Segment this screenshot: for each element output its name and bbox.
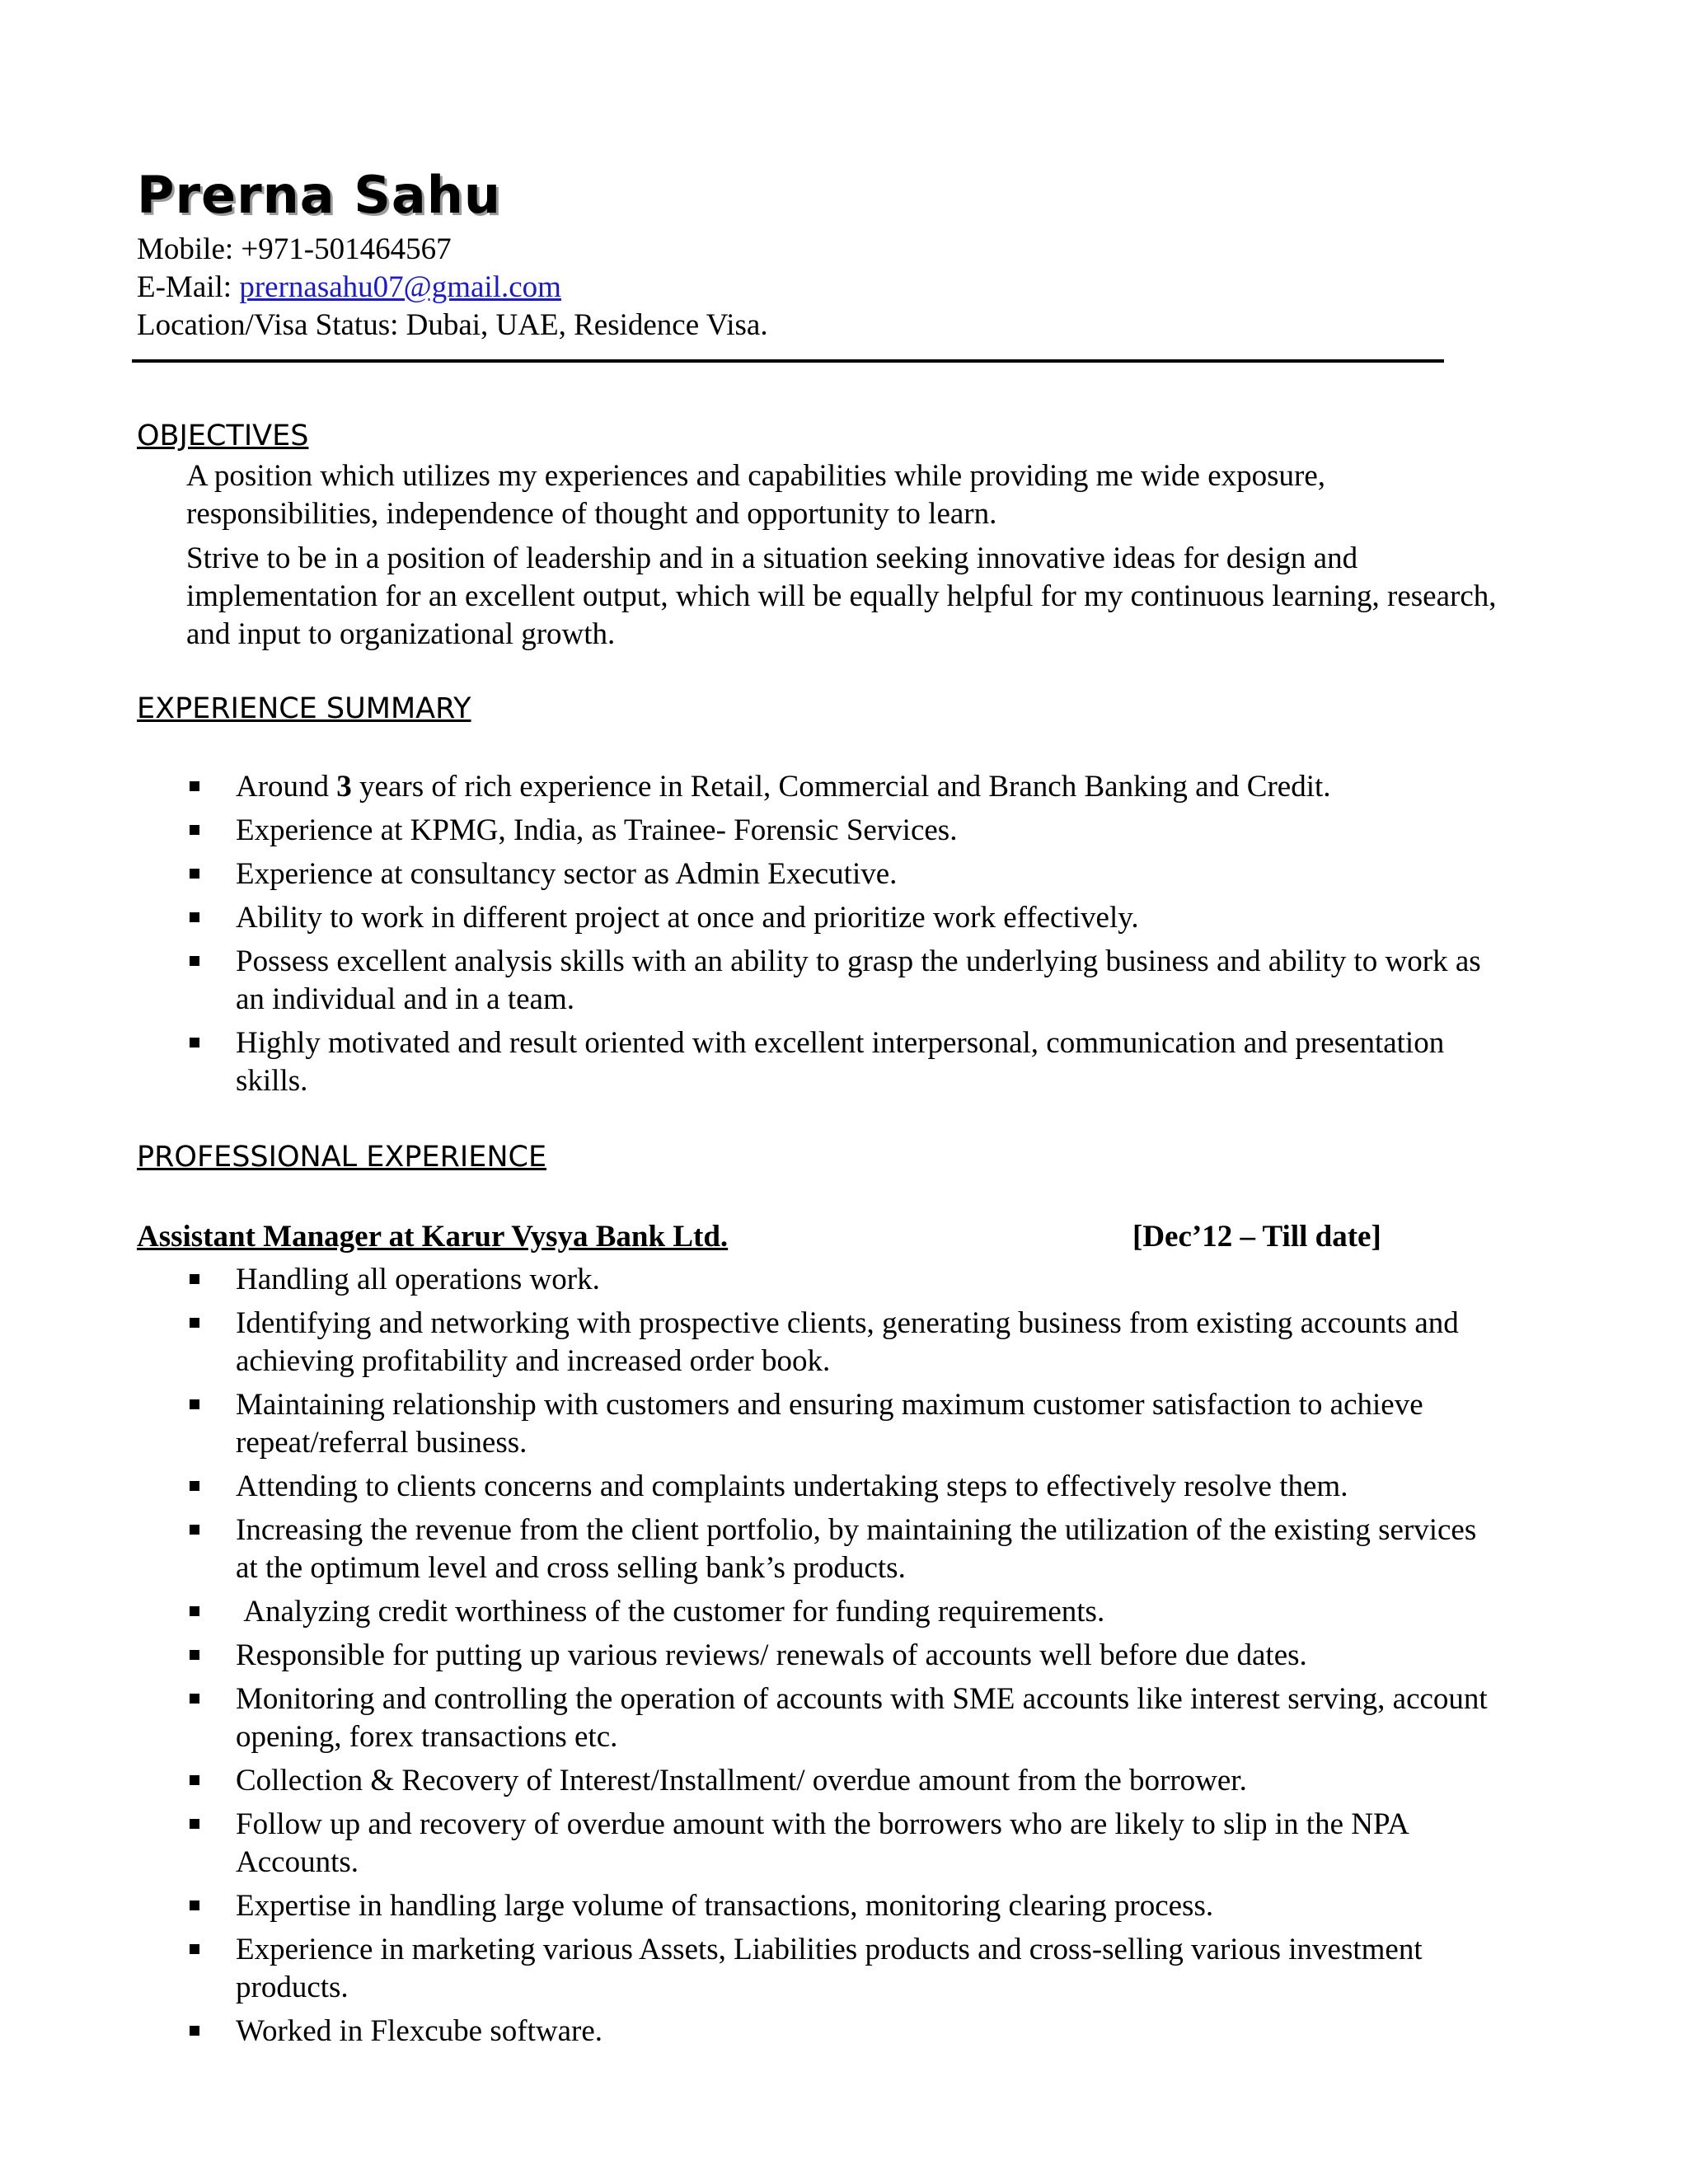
list-item <box>186 1931 1505 2007</box>
square-bullet-icon <box>190 825 199 835</box>
square-bullet-icon <box>190 781 199 791</box>
job-item-text: Increasing the revenue from the client portfolio, by maintaining the utilization of the existing services at the optimum level and cross selling bank’s products. <box>236 1513 1477 1585</box>
square-bullet-icon <box>190 1944 199 1954</box>
list-item <box>186 1806 1505 1882</box>
job-item-text: Analyzing credit worthiness of the customer for funding requirements. <box>236 1595 1105 1629</box>
list-item <box>186 1511 1505 1587</box>
square-bullet-icon <box>190 1525 199 1535</box>
email-line <box>137 269 768 307</box>
list-item <box>186 1305 1505 1380</box>
square-bullet-icon <box>190 956 199 966</box>
summary-text-part: Around <box>236 770 337 804</box>
header-divider <box>132 359 1444 363</box>
square-bullet-icon <box>190 1900 199 1910</box>
list-item <box>186 1024 1505 1100</box>
list-item <box>186 2013 1505 2050</box>
job-item-text: Collection & Recovery of Interest/Installment/ overdue amount from the borrower. <box>236 1764 1247 1797</box>
job-item-text: Maintaining relationship with customers and ensuring maximum customer satisfaction to achieve repeat/referral business. <box>236 1388 1423 1460</box>
square-bullet-icon <box>190 1775 199 1785</box>
square-bullet-icon <box>190 2026 199 2036</box>
square-bullet-icon <box>190 912 199 922</box>
job-item-text: Responsible for putting up various reviews/ renewals of accounts well before due dates. <box>236 1638 1307 1672</box>
summary-item-text <box>236 770 1331 804</box>
mobile-label: Mobile: <box>137 232 241 266</box>
square-bullet-icon <box>190 1694 199 1704</box>
square-bullet-icon <box>190 1606 199 1616</box>
summary-item-text: Highly motivated and result oriented with excellent interpersonal, communication and presentation skills. <box>236 1026 1445 1098</box>
objectives-body <box>186 457 1505 660</box>
list-item <box>186 1261 1505 1299</box>
list-item <box>186 1887 1505 1925</box>
job-item-text: Follow up and recovery of overdue amount with the borrowers who are likely to slip in the NPA Accounts. <box>236 1807 1408 1879</box>
job-item-text: Expertise in handling large volume of transactions, monitoring clearing process. <box>236 1889 1214 1923</box>
summary-item-text: Experience at consultancy sector as Admin Executive. <box>236 857 898 891</box>
job-title: Assistant Manager at Karur Vysya Bank Ltd. <box>137 1220 729 1254</box>
square-bullet-icon <box>190 1399 199 1409</box>
email-link[interactable]: prernasahu07@gmail.com <box>239 270 561 304</box>
list-item <box>186 943 1505 1019</box>
location-line: Location/Visa Status: Dubai, UAE, Residence Visa. <box>137 308 768 342</box>
list-item <box>186 1468 1505 1506</box>
job-item-text: Experience in marketing various Assets, Liabilities products and cross-selling various investment products. <box>236 1933 1423 2004</box>
list-item <box>186 768 1505 806</box>
list-item <box>186 1762 1505 1800</box>
candidate-name: Prerna Sahu <box>137 165 501 225</box>
contact-block <box>137 231 768 344</box>
list-item <box>186 899 1505 937</box>
summary-item-text: Experience at KPMG, India, as Trainee- Forensic Services. <box>236 813 958 847</box>
email-label: E-Mail: <box>137 270 240 304</box>
professional-experience-heading: PROFESSIONAL EXPERIENCE <box>137 1141 547 1174</box>
square-bullet-icon <box>190 1274 199 1284</box>
square-bullet-icon <box>190 1318 199 1328</box>
job-item-text: Identifying and networking with prospective clients, generating business from existing accounts and achieving profitability and increased order book. <box>236 1306 1459 1378</box>
experience-summary-heading: EXPERIENCE SUMMARY <box>137 692 471 725</box>
square-bullet-icon <box>190 1650 199 1660</box>
objective-paragraph: A position which utilizes my experiences and capabilities while providing me wide exposure, responsibilities, independence of thought and opportunity to learn. <box>186 459 1326 531</box>
list-item <box>186 1637 1505 1675</box>
square-bullet-icon <box>190 869 199 879</box>
job-dates: [Dec’12 – Till date] <box>1132 1220 1381 1254</box>
list-item <box>186 812 1505 850</box>
job-item-text: Attending to clients concerns and complaints undertaking steps to effectively resolve them. <box>236 1469 1348 1503</box>
years-count: 3 <box>336 770 352 804</box>
summary-item-text: Possess excellent analysis skills with an ability to grasp the underlying business and ability to work as an individual and in a team. <box>236 944 1481 1016</box>
square-bullet-icon <box>190 1038 199 1047</box>
square-bullet-icon <box>190 1819 199 1829</box>
list-item <box>186 1680 1505 1756</box>
experience-summary-list <box>186 768 1505 1106</box>
summary-text-part: years of rich experience in Retail, Commercial and Branch Banking and Credit. <box>351 770 1331 804</box>
job-responsibilities-list <box>186 1261 1505 2056</box>
list-item <box>186 855 1505 893</box>
mobile-line <box>137 231 768 269</box>
job-item-text: Worked in Flexcube software. <box>236 2014 603 2048</box>
list-item <box>186 1593 1505 1631</box>
summary-item-text: Ability to work in different project at once and prioritize work effectively. <box>236 901 1139 935</box>
objectives-heading: OBJECTIVES <box>137 419 309 452</box>
job-item-text: Handling all operations work. <box>236 1263 600 1296</box>
list-item <box>186 1386 1505 1462</box>
job-item-text: Monitoring and controlling the operation of accounts with SME accounts like interest serving, account opening, forex transactions etc. <box>236 1682 1488 1754</box>
square-bullet-icon <box>190 1481 199 1491</box>
objective-paragraph: Strive to be in a position of leadership and in a situation seeking innovative ideas for design and implementation for an excellent output, which will be equally helpful for my continuous learning, research, and input to organizational growth. <box>186 541 1497 651</box>
mobile-number: +971-501464567 <box>241 232 452 266</box>
